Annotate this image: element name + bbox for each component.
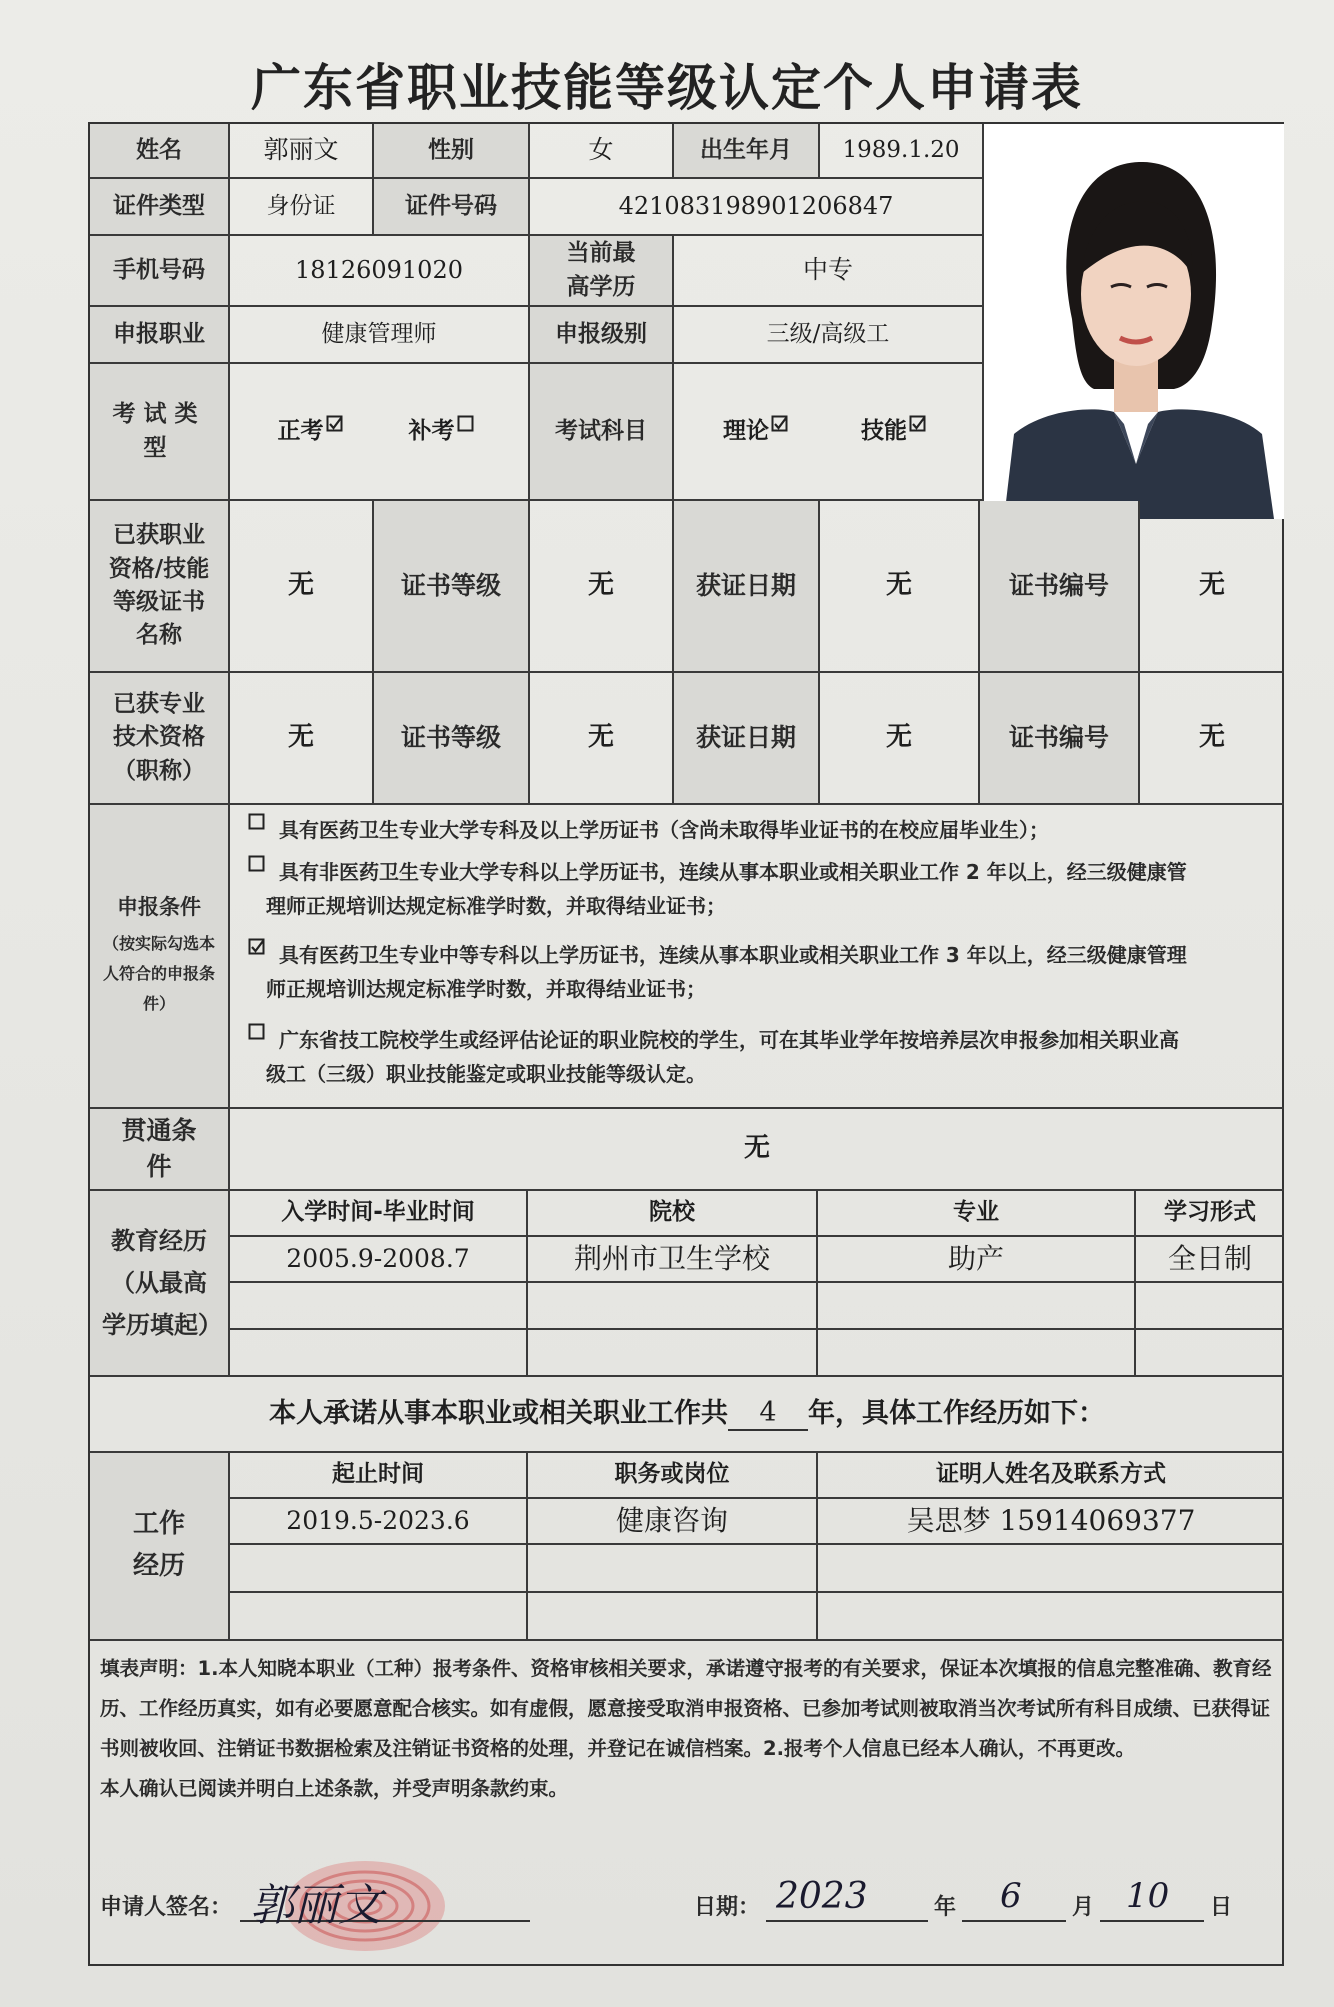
professional-cert-date: 无 xyxy=(820,673,980,805)
id-no-label: 证件号码 xyxy=(374,179,530,236)
exam-type-regular: 正考 xyxy=(278,415,350,448)
edu-header-school: 院校 xyxy=(528,1191,818,1237)
occupation-label: 申报职业 xyxy=(90,307,230,364)
makeup-exam-checkbox[interactable] xyxy=(455,415,481,448)
signature-label: 申请人签名： xyxy=(100,1895,233,1920)
id-type-label: 证件类型 xyxy=(90,179,230,236)
work-row2-reference xyxy=(818,1545,1284,1593)
exam-subject-options xyxy=(674,364,984,501)
education-label: 教育经历（从最高学历填起） xyxy=(90,1191,230,1377)
gender-label: 性别 xyxy=(374,124,530,179)
level-label: 申报级别 xyxy=(530,307,674,364)
condition-2-checkbox[interactable] xyxy=(246,855,272,889)
condition-3-text-line1: 具有医药卫生专业中等专科以上学历证书，连续从事本职业或相关职业工作 3 年以上，经三级健康管理 xyxy=(278,943,1187,967)
edu-label: 当前最高学历 xyxy=(530,236,674,307)
id-type-value: 身份证 xyxy=(230,179,374,236)
condition-1-checkbox[interactable] xyxy=(246,813,272,847)
theory-checkbox[interactable] xyxy=(769,415,795,448)
edu-row2-mode xyxy=(1136,1283,1284,1330)
date-month: 6 xyxy=(1000,1876,1022,1916)
through-conditions-value: 无 xyxy=(230,1109,1284,1191)
form-title: 广东省职业技能等级认定个人申请表 xyxy=(251,59,1083,117)
vocational-cert-label: 已获职业资格/技能等级证书名称 xyxy=(90,501,230,673)
condition-item-4 xyxy=(246,1023,1276,1091)
applicant-signature: 郭丽文 xyxy=(250,1880,382,1931)
condition-item-2 xyxy=(246,855,1276,923)
vocational-cert-no-label: 证书编号 xyxy=(980,501,1140,673)
exam-subject-skill: 技能 xyxy=(861,415,933,448)
work-row1-position: 健康咨询 xyxy=(528,1499,818,1545)
edu-row1-mode: 全日制 xyxy=(1136,1237,1284,1283)
month-line xyxy=(962,1920,1066,1922)
birth-value: 1989.1.20 xyxy=(820,124,984,179)
date-label: 日期： xyxy=(694,1895,761,1920)
work-row3-position xyxy=(528,1593,818,1641)
skill-checkbox[interactable] xyxy=(907,415,933,448)
work-row3-reference xyxy=(818,1593,1284,1641)
condition-2-text-line2: 理师正规培训达规定标准学时数，并取得结业证书； xyxy=(266,894,726,918)
conditions-text-area xyxy=(90,805,1284,1109)
declaration xyxy=(100,1649,1276,1809)
exam-subject-theory: 理论 xyxy=(723,415,795,448)
exam-subject-label: 考试科目 xyxy=(530,364,674,501)
day-line xyxy=(1100,1920,1204,1922)
edu-row3-period xyxy=(230,1330,528,1377)
condition-4-text-line2: 级工（三级）职业技能鉴定或职业技能等级认定。 xyxy=(266,1062,706,1086)
name-value: 郭丽文 xyxy=(230,124,374,179)
vocational-cert-date: 无 xyxy=(820,501,980,673)
application-form xyxy=(88,122,1284,1966)
vocational-cert-name: 无 xyxy=(230,501,374,673)
edu-row2-period xyxy=(230,1283,528,1330)
condition-2-text-line1: 具有非医药卫生专业大学专科以上学历证书，连续从事本职业或相关职业工作 2 年以上，经三级健康管 xyxy=(278,860,1187,884)
condition-4-checkbox[interactable] xyxy=(246,1023,272,1057)
edu-header-period: 入学时间-毕业时间 xyxy=(230,1191,528,1237)
declaration-confirm: 本人确认已阅读并明白上述条款，并受声明条款约束。 xyxy=(100,1776,569,1800)
condition-3-checkbox[interactable] xyxy=(246,938,272,972)
professional-cert-level-label: 证书等级 xyxy=(374,673,530,805)
conditions-label: 申报条件 xyxy=(117,895,201,920)
vocational-cert-date-label: 获证日期 xyxy=(674,501,820,673)
work-row3-period xyxy=(230,1593,528,1641)
month-unit: 月 xyxy=(1072,1895,1095,1920)
professional-cert-label: 已获专业技术资格（职称） xyxy=(90,673,230,805)
edu-row2-major xyxy=(818,1283,1136,1330)
condition-1-text: 具有医药卫生专业大学专科及以上学历证书（含尚未取得毕业证书的在校应届毕业生）； xyxy=(278,818,1049,842)
work-row1-period: 2019.5-2023.6 xyxy=(230,1499,528,1545)
exam-type-makeup: 补考 xyxy=(409,415,481,448)
work-row1-reference: 吴思梦 15914069377 xyxy=(818,1499,1284,1545)
work-row2-position xyxy=(528,1545,818,1593)
phone-value: 18126091020 xyxy=(230,236,530,307)
edu-row3-school xyxy=(528,1330,818,1377)
work-header-reference: 证明人姓名及联系方式 xyxy=(818,1453,1284,1499)
edu-row1-period: 2005.9-2008.7 xyxy=(230,1237,528,1283)
professional-cert-name: 无 xyxy=(230,673,374,805)
condition-item-3 xyxy=(246,938,1276,1006)
exam-type-options xyxy=(230,364,530,501)
name-label: 姓名 xyxy=(90,124,230,179)
pledge-row xyxy=(90,1377,1284,1453)
work-label: 工作经历 xyxy=(90,1453,230,1641)
occupation-value: 健康管理师 xyxy=(230,307,530,364)
declaration-text: 填表声明：1.本人知晓本职业（工种）报考条件、资格审核相关要求，承诺遵守报考的有关要求，保证本次填报的信息完整准确、教育经历、工作经历真实，如有必要愿意配合核实。如有虚假，愿意接受取消申报资格、已参加考试则被取消当次考试所有科目成绩、已获得证书则被收回、注销证书数据检索及注销证书资格的处理，并登记在诚信档案。2.报考个人信息已经本人确认，不再更改。 xyxy=(100,1657,1272,1760)
professional-cert-no-label: 证书编号 xyxy=(980,673,1140,805)
level-value: 三级/高级工 xyxy=(674,307,984,364)
edu-row1-major: 助产 xyxy=(818,1237,1136,1283)
year-line xyxy=(766,1920,928,1922)
condition-item-1 xyxy=(246,813,1276,847)
edu-header-mode: 学习形式 xyxy=(1136,1191,1284,1237)
professional-cert-date-label: 获证日期 xyxy=(674,673,820,805)
through-conditions-label: 贯通条件 xyxy=(90,1109,230,1191)
vocational-cert-level: 无 xyxy=(530,501,674,673)
pledge-text-before: 本人承诺从事本职业或相关职业工作共 xyxy=(269,1398,728,1430)
edu-value: 中专 xyxy=(674,236,984,307)
gender-value: 女 xyxy=(530,124,674,179)
vocational-cert-no: 无 xyxy=(1140,501,1284,673)
condition-4-text-line1: 广东省技工院校学生或经评估论证的职业院校的学生，可在其毕业学年按培养层次申报参加相关职业高 xyxy=(278,1028,1179,1052)
applicant-photo xyxy=(984,124,1284,519)
edu-row3-major xyxy=(818,1330,1136,1377)
edu-header-major: 专业 xyxy=(818,1191,1136,1237)
regular-exam-checkbox[interactable] xyxy=(324,415,350,448)
date-year: 2023 xyxy=(776,1876,868,1917)
portrait-image xyxy=(984,124,1284,519)
id-no-value: 421083198901206847 xyxy=(530,179,984,236)
phone-label: 手机号码 xyxy=(90,236,230,307)
exam-type-label: 考试类型 xyxy=(90,364,230,501)
vocational-cert-level-label: 证书等级 xyxy=(374,501,530,673)
edu-row2-school xyxy=(528,1283,818,1330)
year-unit: 年 xyxy=(934,1895,957,1920)
professional-cert-level: 无 xyxy=(530,673,674,805)
edu-row3-mode xyxy=(1136,1330,1284,1377)
conditions-note: （按实际勾选本人符合的申报条件） xyxy=(102,933,215,1014)
work-header-period: 起止时间 xyxy=(230,1453,528,1499)
professional-cert-no: 无 xyxy=(1140,673,1284,805)
pledge-text-after: 年，具体工作经历如下： xyxy=(808,1398,1105,1430)
work-row2-period xyxy=(230,1545,528,1593)
edu-row1-school: 荆州市卫生学校 xyxy=(528,1237,818,1283)
day-unit: 日 xyxy=(1210,1895,1233,1920)
work-header-position: 职务或岗位 xyxy=(528,1453,818,1499)
birth-label: 出生年月 xyxy=(674,124,820,179)
condition-3-text-line2: 师正规培训达规定标准学时数，并取得结业证书； xyxy=(266,977,706,1001)
pledge-years: 4 xyxy=(728,1397,808,1431)
date-day: 10 xyxy=(1126,1876,1170,1916)
